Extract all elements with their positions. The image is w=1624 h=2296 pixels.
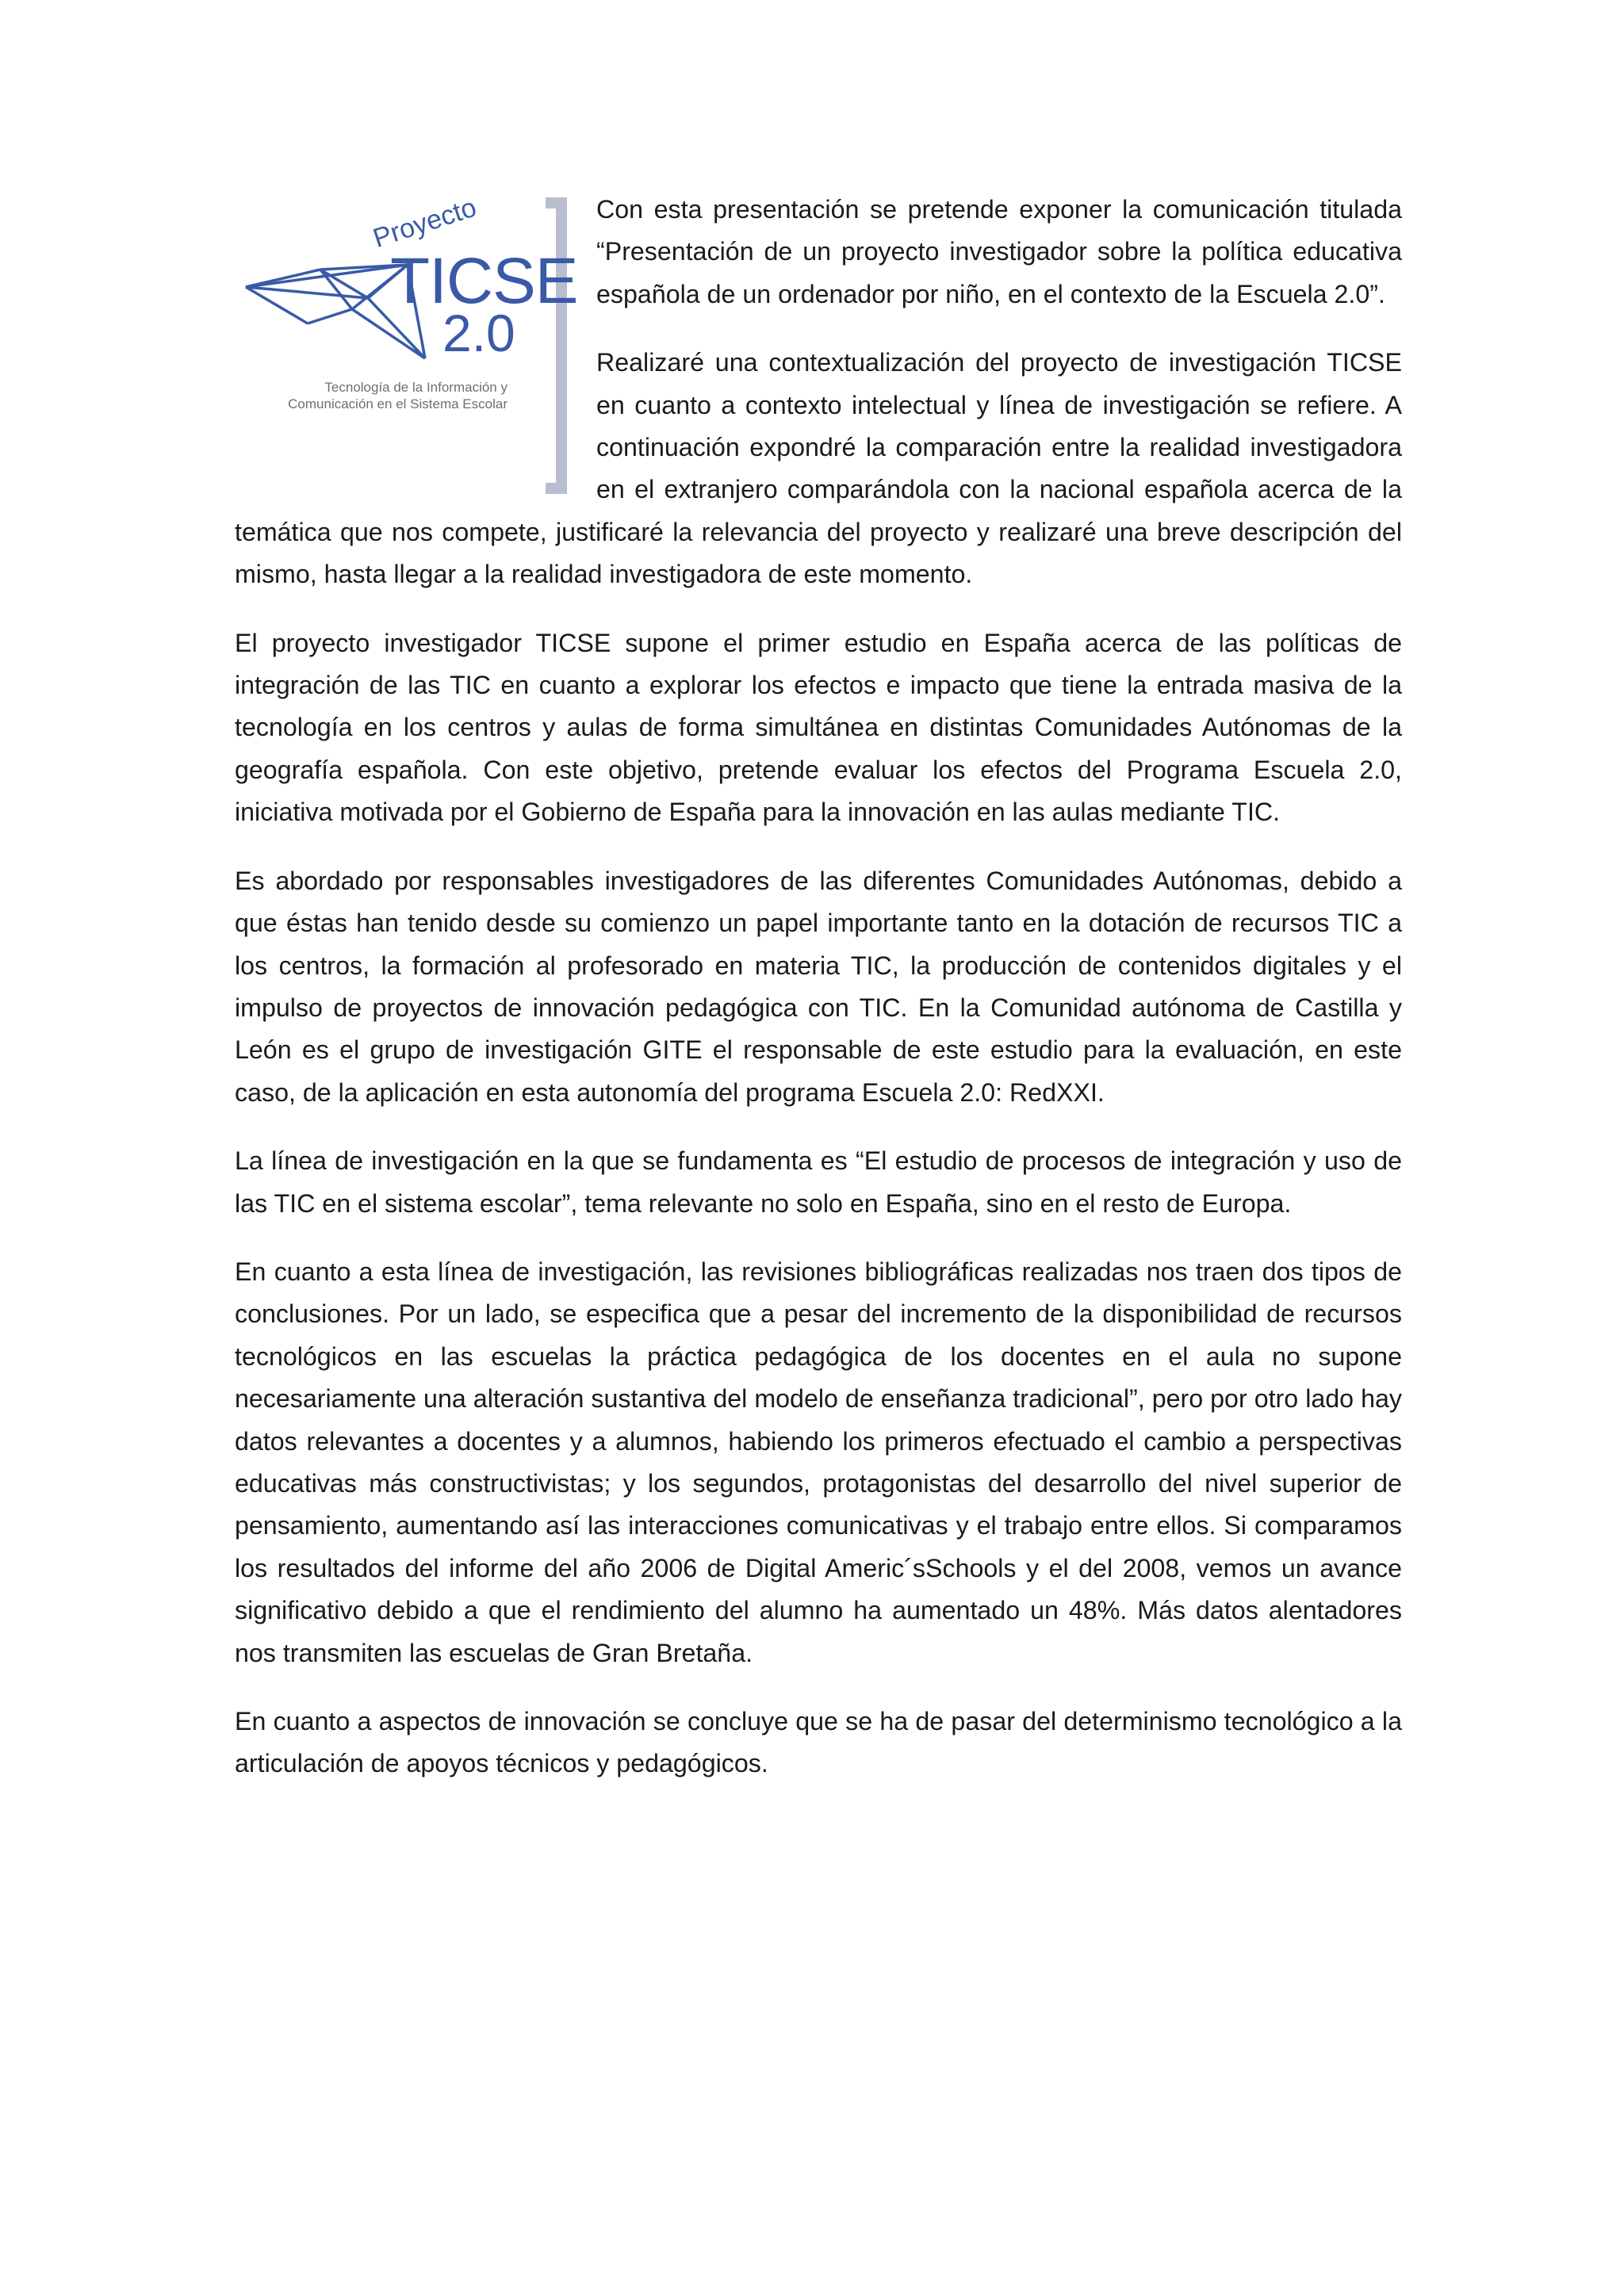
- paragraph-1: Con esta presentación se pretende exponer la comunicación titulada “Presentación de un proyecto investigador sobre la política educativa española de un ordenador por niño, en el contexto de la Escuela 2.0”.: [596, 195, 1402, 308]
- logo-subtitle-line-1: Tecnología de la Información y: [324, 380, 508, 395]
- paragraph-7: En cuanto a aspectos de innovación se concluye que se ha de pasar del determinismo tecnológico a la articulación de apoyos técnicos y pedagógicos.: [235, 1707, 1402, 1778]
- logo-subtitle: [265, 379, 508, 412]
- logo-subtitle-line-2: Comunicación en el Sistema Escolar: [288, 396, 508, 411]
- paragraph-5: La línea de investigación en la que se fundamenta es “El estudio de procesos de integración y uso de las TIC en el sistema escolar”, tema relevante no solo en España, sino en el resto de Europa.: [235, 1146, 1402, 1218]
- logo-top-word: Proyecto: [369, 192, 481, 254]
- paragraph-3: El proyecto investigador TICSE supone el primer estudio en España acerca de las políticas de integración de las TIC en cuanto a explorar los efectos e impacto que tiene la entrada masiva de la tecnología en los centros y aulas de forma simultánea en distintas Comunidades Autónomas de la geografía española. Con este objetivo, pretende evaluar los efectos del Programa Escuela 2.0, iniciativa motivada por el Gobierno de España para la innovación en las aulas mediante TIC.: [235, 628, 1402, 827]
- paragraph-6: En cuanto a esta línea de investigación, las revisiones bibliográficas realizadas nos traen dos tipos de conclusiones. Por un lado, se especifica que a pesar del incremento de la disponibilidad de recursos tecnológicos en las escuelas la práctica pedagógica de los docentes en el aula no supone necesariamente una alteración sustantiva del modelo de enseñanza tradicional”, pero por otro lado hay datos relevantes a docentes y a alumnos, habiendo los primeros efectuado el cambio a perspectivas educativas más constructivistas; y los segundos, protagonistas del desarrollo del nivel superior de pensamiento, aumentando así las interacciones comunicativas y el trabajo entre ellos. Si comparamos los resultados del informe del año 2006 de Digital Americ´sSchools y el del 2008, vemos un avance significativo debido a que el rendimiento del alumno ha aumentado un 48%. Más datos alentadores nos transmiten las escuelas de Gran Bretaña.: [235, 1257, 1402, 1667]
- ticse-logo: [235, 192, 576, 495]
- paragraph-4: Es abordado por responsables investigadores de las diferentes Comunidades Autónomas, debido a que éstas han tenido desde su comienzo un papel importante tanto en la dotación de recursos TIC a los centros, la formación al profesorado en materia TIC, la producción de contenidos digitales y el impulso de proyectos de innovación pedagógica con TIC. En la Comunidad autónoma de Castilla y León es el grupo de investigación GITE el responsable de este estudio para la evaluación, en este caso, de la aplicación en esta autonomía del programa Escuela 2.0: RedXXI.: [235, 866, 1402, 1107]
- document-page: [235, 189, 1402, 1812]
- logo-main-word: TICSE: [390, 245, 578, 317]
- paragraph-2: Realizaré una contextualización del proyecto de investigación TICSE en cuanto a contexto intelectual y línea de investigación se refiere. A continuación expondré la comparación entre la realidad investigadora en el extranjero comparándola con la nacional española acerca de la temática que nos compete, justificaré la relevancia del proyecto y realizaré una breve descripción del mismo, hasta llegar a la realidad investigadora de este momento.: [235, 348, 1402, 589]
- logo-version: 2.0: [442, 304, 515, 362]
